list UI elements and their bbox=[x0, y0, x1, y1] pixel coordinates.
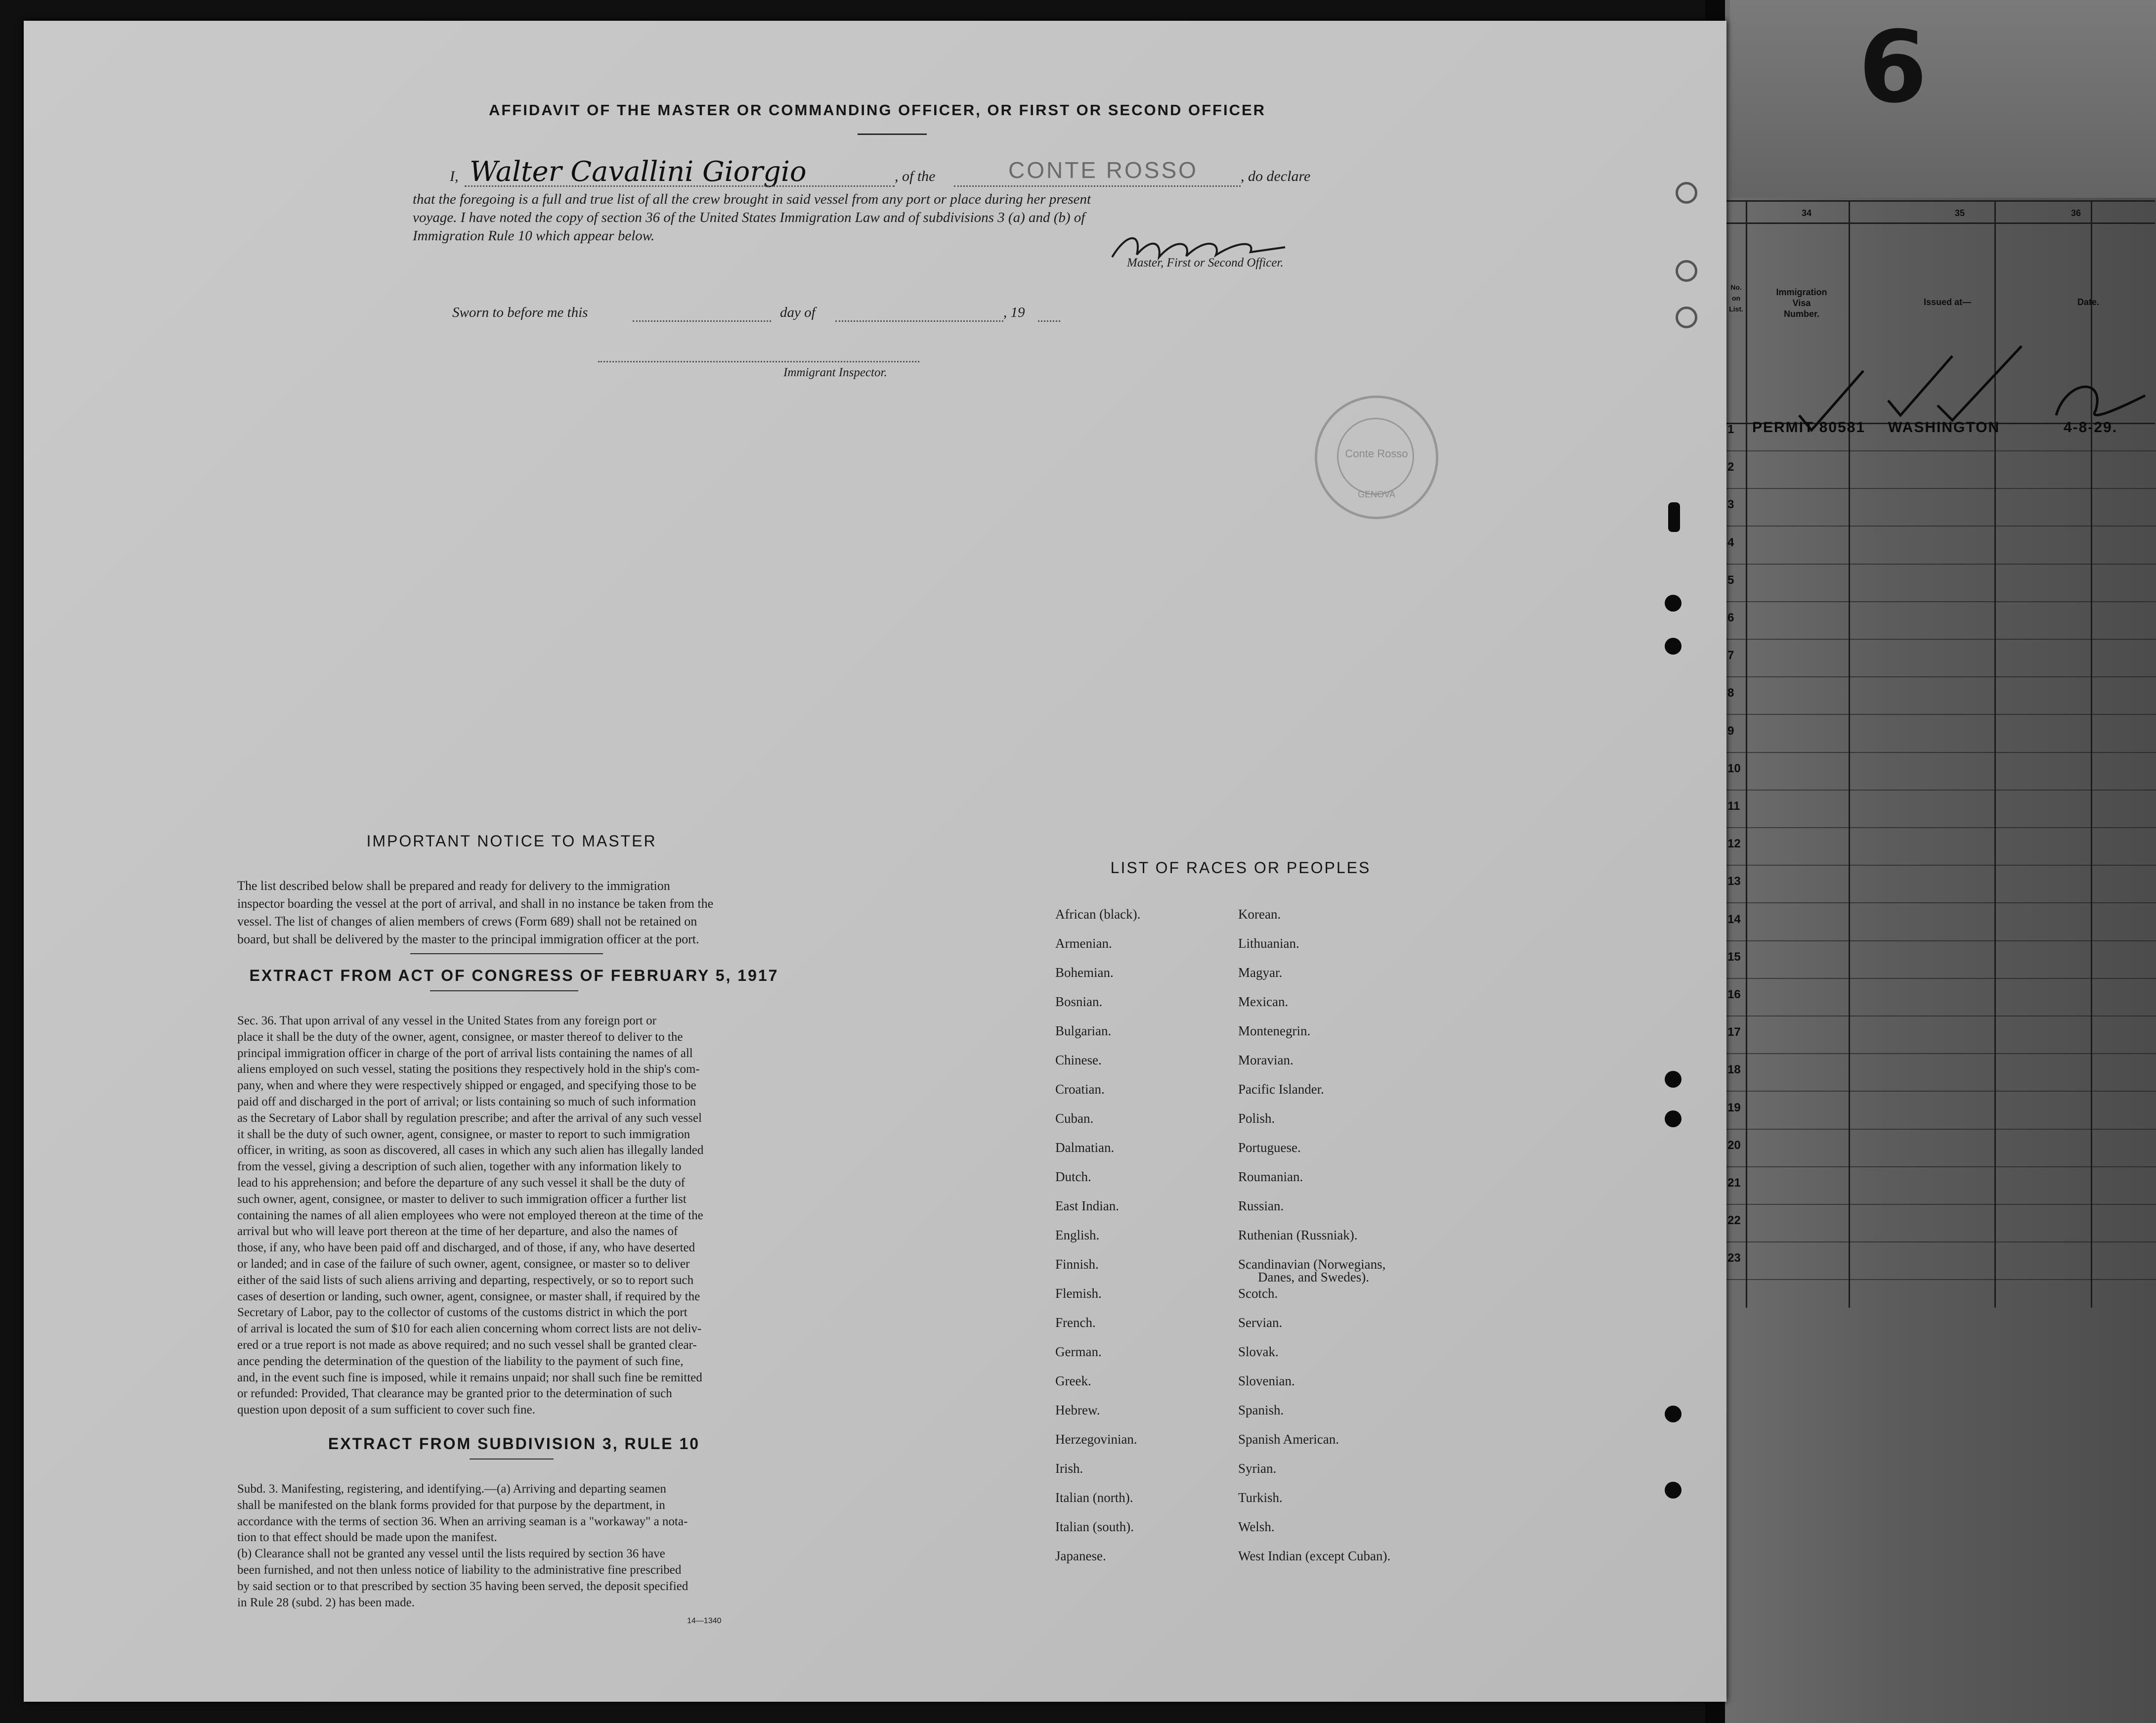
race-item: Montenegrin. bbox=[1238, 1023, 1311, 1038]
row-number: 10 bbox=[1727, 761, 1741, 775]
row-line bbox=[1725, 1091, 2156, 1092]
visa-number-entry: PERMIT 80581 bbox=[1752, 419, 1866, 436]
binder-hole bbox=[1665, 638, 1682, 655]
race-item: Finnish. bbox=[1055, 1257, 1099, 1272]
race-item: Croatian. bbox=[1055, 1082, 1105, 1097]
row-line bbox=[1725, 639, 2156, 640]
race-item: Japanese. bbox=[1055, 1548, 1106, 1563]
race-item: Dalmatian. bbox=[1055, 1140, 1115, 1155]
binder-hole bbox=[1665, 1406, 1682, 1422]
issued-at-entry: WASHINGTON bbox=[1888, 419, 2000, 436]
rule-line: shall be manifested on the blank forms provided for that purpose by the department, in bbox=[237, 1498, 665, 1512]
row-line bbox=[1725, 526, 2156, 527]
act-line: and, in the event such fine is imposed, while it remains unpaid; nor shall such fine be remitted bbox=[237, 1370, 702, 1384]
column-number-36: 36 bbox=[2070, 208, 2081, 218]
act-line: arrival but who will leave port thereon at the time of her departure, and also the names of bbox=[237, 1225, 678, 1238]
name-line bbox=[465, 185, 895, 187]
month-line bbox=[835, 320, 1003, 322]
affidavit-body-3: Immigration Rule 10 which appear below. bbox=[413, 228, 655, 244]
inspector-line bbox=[598, 361, 919, 362]
act-line: ered or a true report is not made as above required; and no such vessel shall be granted clear- bbox=[237, 1338, 697, 1352]
binder-hole bbox=[1665, 1110, 1682, 1127]
act-line: cases of desertion or landing, such owner, agent, consignee, or master shall, if required by the bbox=[237, 1289, 700, 1303]
vessel-line bbox=[954, 185, 1241, 187]
row-number: 9 bbox=[1727, 724, 1734, 738]
stamp-bottom: GENOVA bbox=[1358, 489, 1395, 499]
race-item: Hebrew. bbox=[1055, 1403, 1100, 1417]
race-item: Bulgarian. bbox=[1055, 1023, 1112, 1038]
act-line: those, if any, who have been paid off and discharged, and of those, if any, who have deserted bbox=[237, 1241, 695, 1255]
row-number: 19 bbox=[1727, 1101, 1741, 1114]
check-marks bbox=[1789, 341, 2156, 440]
race-item: Scandinavian (Norwegians, bbox=[1238, 1257, 1386, 1272]
rule-line: Subd. 3. Manifesting, registering, and identifying.—(a) Arriving and departing seamen bbox=[237, 1482, 666, 1496]
binder-hole bbox=[1668, 502, 1680, 532]
binder-hole bbox=[1665, 595, 1682, 612]
act-rule bbox=[430, 990, 578, 991]
race-item: East Indian. bbox=[1055, 1198, 1119, 1213]
row-number: 14 bbox=[1727, 912, 1741, 926]
row-line bbox=[1725, 1241, 2156, 1242]
act-line: officer, in writing, as soon as discovered, all cases in which any such alien has illegally landed bbox=[237, 1144, 704, 1157]
race-item: Russian. bbox=[1238, 1198, 1284, 1213]
binder-hole bbox=[1676, 307, 1697, 328]
race-item: African (black). bbox=[1055, 907, 1141, 922]
act-line: containing the names of all alien employees who were not employed thereon at the time of the bbox=[237, 1208, 703, 1222]
row-number: 16 bbox=[1727, 988, 1741, 1001]
race-item: Flemish. bbox=[1055, 1286, 1102, 1301]
row-line bbox=[1725, 601, 2156, 602]
notice-rule bbox=[410, 953, 603, 954]
notice-title: IMPORTANT NOTICE TO MASTER bbox=[366, 832, 657, 850]
race-item: Servian. bbox=[1238, 1315, 1283, 1330]
header-issued-at: Issued at— bbox=[1923, 297, 1972, 307]
row-number: 6 bbox=[1727, 611, 1734, 624]
binder-hole bbox=[1676, 260, 1697, 282]
act-line: principal immigration officer in charge of the port of arrival lists containing the names of all bbox=[237, 1046, 693, 1060]
race-item: Bosnian. bbox=[1055, 994, 1103, 1009]
row-number: 12 bbox=[1727, 837, 1741, 851]
act-line: from the vessel, giving a description of such alien, together with any information likely to bbox=[237, 1160, 682, 1174]
act-line: aliens employed on such vessel, stating the positions they respectively hold in the ship's com- bbox=[237, 1062, 700, 1076]
row-line bbox=[1725, 488, 2156, 489]
race-item: English. bbox=[1055, 1228, 1100, 1242]
row-number: 4 bbox=[1727, 535, 1734, 549]
sworn-label: Sworn to before me this bbox=[452, 305, 588, 320]
race-item: Korean. bbox=[1238, 907, 1281, 922]
rule-line: been furnished, and not then unless notice of liability to the administrative fine prescribed bbox=[237, 1563, 682, 1577]
race-item: French. bbox=[1055, 1315, 1096, 1330]
title-rule bbox=[858, 133, 927, 135]
row-line bbox=[1725, 752, 2156, 753]
header-no-on-list: No. on List. bbox=[1729, 283, 1743, 313]
row-number: 7 bbox=[1727, 649, 1734, 663]
act-line: as the Secretary of Labor shall by regulation prescribe; and after the arrival of any such vessel bbox=[237, 1111, 702, 1125]
day-of-label: day of bbox=[780, 305, 816, 320]
race-item: Irish. bbox=[1055, 1461, 1083, 1476]
act-line: ance pending the determination of the question of the liability to the payment of such fine, bbox=[237, 1354, 684, 1368]
race-item: Mexican. bbox=[1238, 994, 1289, 1009]
stamp-center: Conte Rosso bbox=[1345, 447, 1408, 460]
row-number: 1 bbox=[1727, 423, 1734, 436]
rule-line: (b) Clearance shall not be granted any vessel until the lists required by section 36 have bbox=[237, 1547, 665, 1561]
row-line bbox=[1725, 827, 2156, 828]
row-line bbox=[1725, 790, 2156, 791]
row-line bbox=[1725, 1129, 2156, 1130]
act-line: pany, when and where they were respectively shipped or engaged, and specifying those to be bbox=[237, 1079, 696, 1093]
race-item: Lithuanian. bbox=[1238, 936, 1299, 951]
row-line bbox=[1725, 978, 2156, 979]
act-line: or refunded: Provided, That clearance may be granted prior to the determination of such bbox=[237, 1387, 672, 1401]
column-number-35: 35 bbox=[1954, 208, 1965, 218]
race-item: Greek. bbox=[1055, 1373, 1091, 1388]
act-line: question upon deposit of a sum sufficient to cover such fine. bbox=[237, 1403, 535, 1417]
row-line bbox=[1725, 714, 2156, 715]
affidavit-body-2: voyage. I have noted the copy of section 36 of the United States Immigration Law and of subdivisions 3 (a) and (b) of bbox=[413, 210, 1085, 225]
year-line bbox=[1038, 320, 1060, 322]
act-line: it shall be the duty of such owner, agent, consignee, or master to report to such immigration bbox=[237, 1127, 690, 1141]
rule-line: in Rule 28 (subd. 2) has been made. bbox=[237, 1595, 415, 1609]
row-line bbox=[1725, 1166, 2156, 1167]
sheet-number: 6 bbox=[1858, 10, 1928, 125]
race-item: Slovenian. bbox=[1238, 1373, 1295, 1388]
rule-rule bbox=[470, 1458, 554, 1459]
column-number-34: 34 bbox=[1801, 208, 1812, 218]
affidavit-i: I, bbox=[450, 168, 459, 184]
row-number: 22 bbox=[1727, 1214, 1741, 1228]
race-item: West Indian (except Cuban). bbox=[1238, 1548, 1391, 1563]
header-date: Date. bbox=[2077, 297, 2099, 307]
race-item: Magyar. bbox=[1238, 965, 1283, 980]
races-column-1 bbox=[1055, 900, 1140, 1571]
race-item: Italian (south). bbox=[1055, 1519, 1134, 1534]
binder-hole bbox=[1676, 182, 1697, 204]
race-item: Dutch. bbox=[1055, 1169, 1091, 1184]
master-name-handwritten: Walter Cavallini Giorgio bbox=[470, 156, 807, 188]
race-scandinavian-cont: Danes, and Swedes). bbox=[1258, 1270, 1369, 1284]
race-item: Bohemian. bbox=[1055, 965, 1114, 980]
race-item: Turkish. bbox=[1238, 1490, 1283, 1505]
row-number: 18 bbox=[1727, 1063, 1741, 1077]
races-column-2 bbox=[1238, 900, 1390, 1571]
row-number: 13 bbox=[1727, 875, 1741, 888]
header-visa-number: Immigration Visa Number. bbox=[1776, 287, 1827, 319]
row-number: 15 bbox=[1727, 950, 1741, 964]
act-line: or landed; and in case of the failure of such owner, agent, consignee, or master so to deliver bbox=[237, 1257, 690, 1271]
race-item: German. bbox=[1055, 1344, 1102, 1359]
act-line: lead to his apprehension; and before the departure of any such vessel it shall be the duty of bbox=[237, 1176, 685, 1190]
row-line bbox=[1725, 676, 2156, 677]
row-number: 20 bbox=[1727, 1138, 1741, 1152]
date-entry: 4-8-29. bbox=[2064, 419, 2118, 436]
day-line bbox=[633, 320, 771, 322]
affidavit-body-1: that the foregoing is a full and true list of all the crew brought in said vessel from any port or place during her present bbox=[413, 191, 1091, 207]
race-item: Portuguese. bbox=[1238, 1140, 1301, 1155]
act-line: of arrival is located the sum of $10 for each alien concerning whom correct lists are not deliv- bbox=[237, 1322, 702, 1336]
row-number: 11 bbox=[1727, 799, 1740, 813]
row-number: 8 bbox=[1727, 686, 1734, 700]
row-number: 21 bbox=[1727, 1176, 1741, 1190]
row-line bbox=[1725, 1053, 2156, 1054]
binder-hole bbox=[1665, 1071, 1682, 1088]
notice-line: inspector boarding the vessel at the port of arrival, and shall in no instance be taken from the bbox=[237, 896, 714, 911]
ship-stamp bbox=[1315, 396, 1438, 519]
do-declare-label: , do declare bbox=[1241, 168, 1311, 184]
row-number: 2 bbox=[1727, 460, 1734, 474]
races-title: LIST OF RACES OR PEOPLES bbox=[1110, 859, 1371, 877]
year-label: , 19 bbox=[1003, 305, 1025, 320]
row-number: 3 bbox=[1727, 498, 1734, 512]
act-line: Secretary of Labor, pay to the collector of customs of the customs district in which the port bbox=[237, 1306, 688, 1320]
binder-hole bbox=[1665, 1482, 1682, 1499]
race-item: Herzegovinian. bbox=[1055, 1432, 1137, 1447]
sheet-fold bbox=[1730, 0, 2156, 198]
notice-line: vessel. The list of changes of alien members of crews (Form 689) shall not be retained on bbox=[237, 914, 697, 928]
race-item: Chinese. bbox=[1055, 1053, 1102, 1067]
race-item: Spanish American. bbox=[1238, 1432, 1339, 1447]
rule-title: EXTRACT FROM SUBDIVISION 3, RULE 10 bbox=[328, 1435, 700, 1453]
affidavit-title: AFFIDAVIT OF THE MASTER OR COMMANDING OFFICER, OR FIRST OR SECOND OFFICER bbox=[488, 101, 1266, 119]
race-item: Polish. bbox=[1238, 1111, 1275, 1126]
row-line bbox=[1725, 902, 2156, 903]
of-the-label: , of the bbox=[895, 168, 936, 184]
act-line: Sec. 36. That upon arrival of any vessel in the United States from any foreign port or bbox=[237, 1014, 656, 1027]
race-item: Pacific Islander. bbox=[1238, 1082, 1324, 1097]
race-item: Armenian. bbox=[1055, 936, 1112, 951]
row-number: 5 bbox=[1727, 573, 1734, 587]
vessel-name: CONTE ROSSO bbox=[1008, 157, 1198, 183]
row-number: 17 bbox=[1727, 1025, 1741, 1039]
row-line bbox=[1725, 564, 2156, 565]
race-item: Moravian. bbox=[1238, 1053, 1294, 1067]
rule-line: accordance with the terms of section 36. When an arriving seaman is a "workaway" a nota- bbox=[237, 1514, 688, 1528]
notice-line: board, but shall be delivered by the master to the principal immigration officer at the port. bbox=[237, 932, 699, 946]
act-line: paid off and discharged in the port of arrival; or lists containing so much of such information bbox=[237, 1095, 696, 1108]
act-title: EXTRACT FROM ACT OF CONGRESS OF FEBRUARY 5, 1917 bbox=[249, 967, 779, 984]
act-line: place it shall be the duty of the owner, agent, consignee, or master thereof to deliver to the bbox=[237, 1030, 683, 1044]
row-line bbox=[1725, 940, 2156, 941]
race-item: Welsh. bbox=[1238, 1519, 1275, 1534]
act-line: such owner, agent, consignee, or master to deliver to such immigration officer a further list bbox=[237, 1192, 687, 1206]
rule-line: tion to that effect should be made upon the manifest. bbox=[237, 1531, 497, 1545]
row-number: 23 bbox=[1727, 1251, 1741, 1265]
signature-caption: Master, First or Second Officer. bbox=[1127, 256, 1284, 269]
race-item: Ruthenian (Russniak). bbox=[1238, 1228, 1358, 1242]
row-line bbox=[1725, 1279, 2156, 1280]
form-number: 14—1340 bbox=[687, 1617, 722, 1625]
race-item: Slovak. bbox=[1238, 1344, 1279, 1359]
race-item: Roumanian. bbox=[1238, 1169, 1303, 1184]
race-item: Cuban. bbox=[1055, 1111, 1094, 1126]
inspector-caption: Immigrant Inspector. bbox=[783, 366, 887, 379]
row-line bbox=[1725, 450, 2156, 451]
act-line: either of the said lists of such aliens arriving and departing, respectively, or so to report such bbox=[237, 1273, 694, 1287]
row-line bbox=[1725, 865, 2156, 866]
race-item: Italian (north). bbox=[1055, 1490, 1133, 1505]
race-item: Scotch. bbox=[1238, 1286, 1278, 1301]
rule-line: by said section or to that prescribed by section 35 having been served, the deposit specified bbox=[237, 1579, 689, 1593]
notice-line: The list described below shall be prepared and ready for delivery to the immigration bbox=[237, 879, 670, 893]
race-item: Spanish. bbox=[1238, 1403, 1284, 1417]
race-item: Syrian. bbox=[1238, 1461, 1277, 1476]
row-line bbox=[1725, 1204, 2156, 1205]
